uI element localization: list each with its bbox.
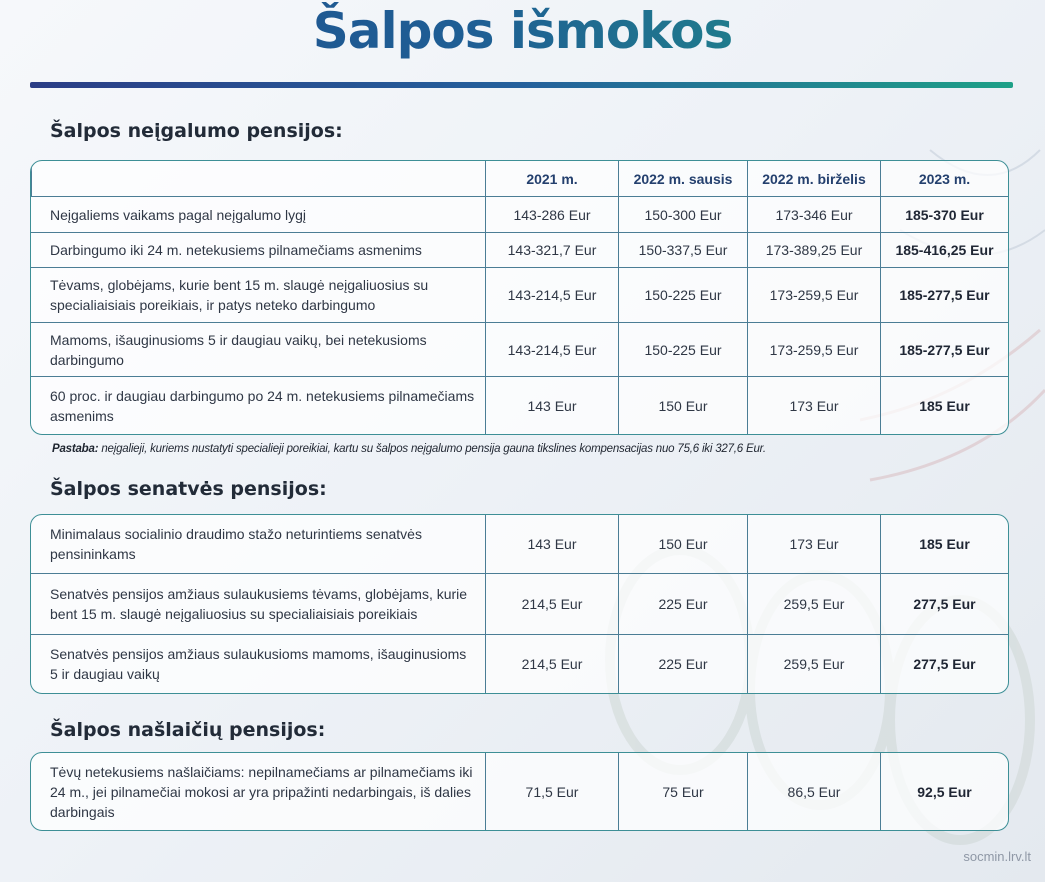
disability-pensions-table [30,160,1009,435]
value-2023: 185-277,5 Eur [880,323,1008,376]
header-cell-2022-jan: 2022 m. sausis [618,161,747,196]
value-2023: 185-370 Eur [880,197,1008,232]
value-2022-jan: 225 Eur [618,574,747,634]
value-2022-jun: 259,5 Eur [747,574,880,634]
table-note [52,443,766,455]
title-underline [30,82,1013,88]
value-2021: 214,5 Eur [485,574,618,634]
value-2022-jun: 173-259,5 Eur [747,323,880,376]
value-2023: 277,5 Eur [880,635,1008,693]
header-cell-2021: 2021 m. [485,161,618,196]
orphan-pensions-table [30,752,1009,831]
value-2022-jun: 173-389,25 Eur [747,233,880,267]
value-2023: 185 Eur [880,377,1008,434]
value-2022-jun: 173 Eur [747,515,880,573]
table-header-row [31,161,1008,196]
row-label: Senatvės pensijos amžiaus sulaukusioms mamoms, išauginusioms 5 ir daugiau vaikų [50,646,467,682]
value-2021: 143 Eur [485,377,618,434]
value-2023: 185 Eur [880,515,1008,573]
value-2022-jan: 150-300 Eur [618,197,747,232]
note-label: Pastaba: [52,443,99,455]
value-2022-jan: 150-225 Eur [618,268,747,322]
value-2021: 143-214,5 Eur [485,323,618,376]
table-row [31,376,1008,434]
table-row [31,753,1008,830]
page-title: Šalpos išmokos [0,2,1045,60]
row-label: Senatvės pensijos amžiaus sulaukusiems tėvams, globėjams, kurie bent 15 m. slaugė neįgaliuosius su specialiaisiais poreikiais [50,586,468,622]
table-row [31,196,1008,232]
row-label: Mamoms, išauginusioms 5 ir daugiau vaikų, bei netekusioms darbingumo [50,331,427,368]
section-title-orphan: Šalpos našlaičių pensijos: [50,719,326,741]
table-row [31,322,1008,376]
header-cell-2022-jun: 2022 m. birželis [747,161,880,196]
value-2021: 71,5 Eur [485,753,618,830]
value-2022-jun: 173-259,5 Eur [747,268,880,322]
row-label: Minimalaus socialinio draudimo stažo neturintiems senatvės pensininkams [50,526,422,562]
value-2022-jun: 173-346 Eur [747,197,880,232]
value-2022-jun: 173 Eur [747,377,880,434]
header-cell-2023: 2023 m. [880,161,1008,196]
note-text: neįgalieji, kuriems nustatyti specialieji poreikiai, kartu su šalpos neįgalumo pensija gauna tikslines kompensacijas nuo 75,6 iki 327,6 Eur. [98,443,766,455]
section-title-old-age: Šalpos senatvės pensijos: [50,478,327,500]
value-2022-jun: 259,5 Eur [747,635,880,693]
old-age-pensions-table [30,514,1009,694]
row-label: Darbingumo iki 24 m. netekusiems pilnamečiams asmenims [50,242,422,258]
value-2022-jan: 225 Eur [618,635,747,693]
table-row [31,232,1008,267]
value-2022-jun: 86,5 Eur [747,753,880,830]
value-2022-jan: 150 Eur [618,377,747,434]
value-2023: 185-416,25 Eur [880,233,1008,267]
value-2021: 143-321,7 Eur [485,233,618,267]
table-row [31,573,1008,634]
row-label: 60 proc. ir daugiau darbingumo po 24 m. netekusiems pilnamečiams asmenims [50,387,475,424]
value-2022-jan: 150-225 Eur [618,323,747,376]
section-title-disability: Šalpos neįgalumo pensijos: [50,120,343,142]
value-2022-jan: 75 Eur [618,753,747,830]
row-label: Tėvų netekusiems našlaičiams: nepilnamečiams ar pilnamečiams iki 24 m., jei pilnamečiai mokosi ar yra pripažinti nedarbingais, iš dalies darbingais [50,763,473,820]
table-row [31,267,1008,322]
value-2021: 214,5 Eur [485,635,618,693]
row-label: Tėvams, globėjams, kurie bent 15 m. slaugė neįgaliuosius su specialiaisiais poreikiais, ir patys neteko darbingumo [50,277,429,313]
table-row [31,634,1008,693]
value-2021: 143-286 Eur [485,197,618,232]
value-2021: 143 Eur [485,515,618,573]
header-cell-empty [31,161,485,196]
value-2023: 277,5 Eur [880,574,1008,634]
table-row [31,515,1008,573]
value-2022-jan: 150-337,5 Eur [618,233,747,267]
website-url: socmin.lrv.lt [963,849,1031,864]
row-label: Neįgaliems vaikams pagal neįgalumo lygį [50,206,307,223]
value-2023: 92,5 Eur [880,753,1008,830]
value-2023: 185-277,5 Eur [880,268,1008,322]
value-2022-jan: 150 Eur [618,515,747,573]
value-2021: 143-214,5 Eur [485,268,618,322]
